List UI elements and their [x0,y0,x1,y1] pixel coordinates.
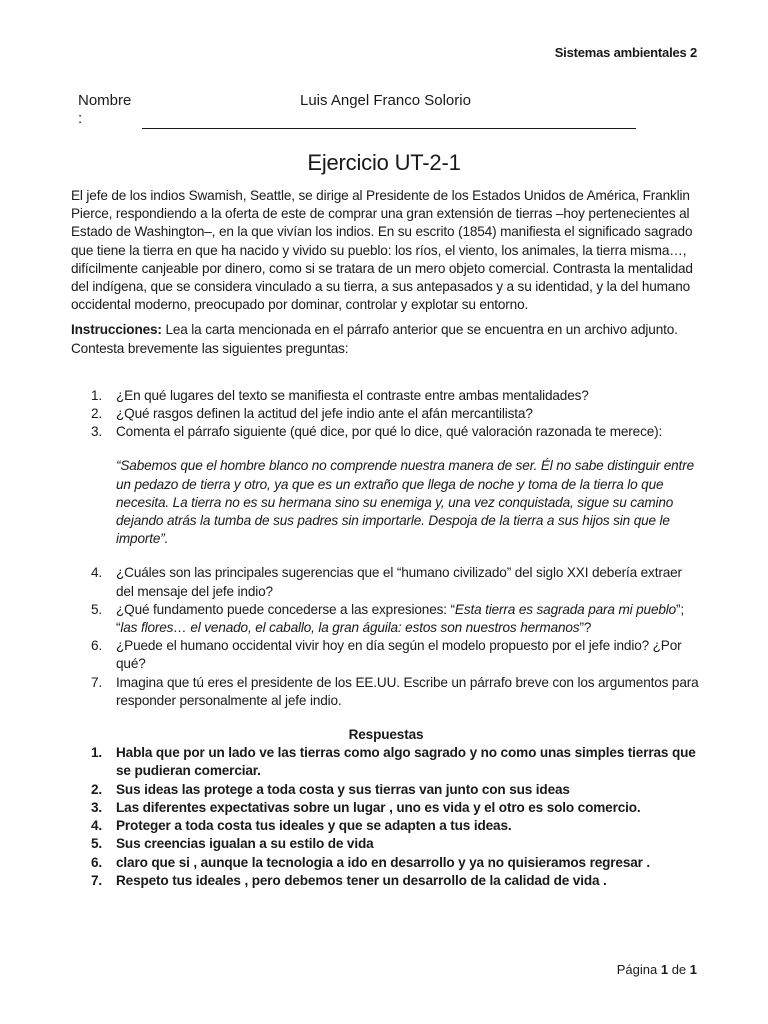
question-5-part-e: ”? [579,620,592,636]
answer-3: Las diferentes expectativas sobre un lugar , uno es vida y el otro es solo comercio. [116,799,641,815]
question-item: 3. Comenta el párrafo siguiente (qué dice, por qué lo dice, qué valoración razonada te merece): [91,424,663,440]
questions-list [71,387,701,442]
question-3: Comenta el párrafo siguiente (qué dice, por qué lo dice, qué valoración razonada te merece): [116,424,663,440]
name-label-text: Nombre [78,92,132,109]
name-label [78,92,131,128]
footer-middle: de [668,962,690,977]
answer-4: Proteger a toda costa tus ideales y que se adapten a tus ideas. [116,818,512,834]
question-item: 7. Imagina que tú eres el presidente de los EE.UU. Escribe un párrafo breve con los argumentos para responder personalmente al jefe indio. [91,674,699,708]
answers-title: Respuestas [348,727,424,743]
answer-item: 6. claro que si , aunque la tecnologia a ido en desarrollo y ya no quisieramos regresar . [91,854,651,870]
page-footer [617,962,697,977]
course-header: Sistemas ambientales 2 [554,45,697,60]
student-name: Luis Angel Franco Solorio [300,92,471,109]
name-label-colon: : [78,110,83,127]
footer-page-number: 1 [660,962,669,977]
instructions-label: Instrucciones: [71,322,162,338]
question-6: ¿Puede el humano occidental vivir hoy en día según el modelo propuesto por el jefe indio? ¿Por qué? [116,638,682,672]
name-underline [142,128,636,129]
answer-item: 5. Sus creencias igualan a su estilo de vida [91,836,374,852]
question-item: 4. ¿Cuáles son las principales sugerencias que el “humano civilizado” del siglo XXI debería extraer del mensaje del jefe indio? [91,565,682,599]
intro-paragraph: El jefe de los indios Swamish, Seattle, se dirige al Presidente de los Estados Unidos de América, Franklin Pierce, respondiendo a la oferta de este de comprar una gran extensión de tierras –hoy pertenecientes al Estado de Washington–, en la que vivían los indios. En su escrito (1854) manifiesta el significado sagrado que tiene la tierra en que ha nacido y vivido su pueblo: los ríos, el viento, los animales, la tierra misma…, difícilmente canjeable por dinero, como si se tratara de un mero objeto comercial. Contrasta la mentalidad del indígena, que se considera vinculado a su tierra, a sus antepasados y a su identidad, y la del humano occidental moderno, preocupado por dominar, controlar y explotar su entorno. [71,188,693,313]
exercise-title: Ejercicio UT-2-1 [307,150,461,175]
question-2: ¿Qué rasgos definen la actitud del jefe indio ante el afán mercantilista? [116,406,533,422]
questions-list-continued [71,564,701,710]
question-item: 5. ¿Qué fundamento puede concederse a las expresiones: “Esta tierra es sagrada para mi pueblo”; “las flores… el venado, el caballo, la gran águila: estos son nuestros hermanos”? [91,601,685,636]
question-1: ¿En qué lugares del texto se manifiesta el contraste entre ambas mentalidades? [116,387,589,403]
footer-page-total: 1 [689,962,697,977]
question-5-quote-2: las flores… el venado, el caballo, la gran águila: estos son nuestros hermanos [120,620,580,636]
question-4: ¿Cuáles son las principales sugerencias que el “humano civilizado” del siglo XXI debería extraer del mensaje del jefe indio? [116,565,682,599]
answer-2: Sus ideas las protege a toda costa y sus tierras van junto con sus ideas [116,781,570,797]
question-7: Imagina que tú eres el presidente de los EE.UU. Escribe un párrafo breve con los argumentos para responder personalmente al jefe indio. [116,674,699,708]
instructions-paragraph [71,321,701,357]
question-5-part-c: ”; “ [116,601,685,636]
question-5-part-a: ¿Qué fundamento puede concederse a las expresiones: “ [116,601,455,617]
quoted-paragraph: “Sabemos que el hombre blanco no comprende nuestra manera de ser. Él no sabe distinguir entre un pedazo de tierra y otro, ya que es un extraño que llega de noche y toma de la tierra lo que necesita. La tierra no es su hermana sino su enemiga y, una vez conquistada, sigue su camino dejando atrás la tumba de sus padres sin importarle. Despoja de la tierra a sus hijos sin que le importe”. [116,458,694,547]
answer-6: claro que si , aunque la tecnologia a ido en desarrollo y ya no quisieramos regresar . [116,854,651,870]
footer-prefix: Página [616,962,661,977]
question-item: 2. ¿Qué rasgos definen la actitud del jefe indio ante el afán mercantilista? [91,406,533,422]
question-item: 6. ¿Puede el humano occidental vivir hoy en día según el modelo propuesto por el jefe indio? ¿Por qué? [91,638,682,672]
instructions-text: Lea la carta mencionada en el párrafo anterior que se encuentra en un archivo adjunto. Contesta brevemente las siguientes preguntas: [71,322,678,356]
answer-1: Habla que por un lado ve las tierras como algo sagrado y no como unas simples tierras que se pudieran comerciar. [116,745,696,779]
answers-list [71,744,701,890]
answer-item: 7. Respeto tus ideales , pero debemos tener un desarrollo de la calidad de vida . [91,872,607,888]
answer-item: 2. Sus ideas las protege a toda costa y sus tierras van junto con sus ideas [91,781,570,797]
question-5-quote-1: Esta tierra es sagrada para mi pueblo [454,601,677,617]
question-item: 1. ¿En qué lugares del texto se manifiesta el contraste entre ambas mentalidades? [91,387,589,403]
document-body [71,187,701,890]
answer-item: 1. Habla que por un lado ve las tierras como algo sagrado y no como unas simples tierras que se pudieran comerciar. [91,745,696,779]
answer-5: Sus creencias igualan a su estilo de vida [116,836,374,852]
answer-item: 4. Proteger a toda costa tus ideales y que se adapten a tus ideas. [91,818,512,834]
answer-item: 3. Las diferentes expectativas sobre un lugar , uno es vida y el otro es solo comercio. [91,799,641,815]
answer-7: Respeto tus ideales , pero debemos tener un desarrollo de la calidad de vida . [116,872,607,888]
